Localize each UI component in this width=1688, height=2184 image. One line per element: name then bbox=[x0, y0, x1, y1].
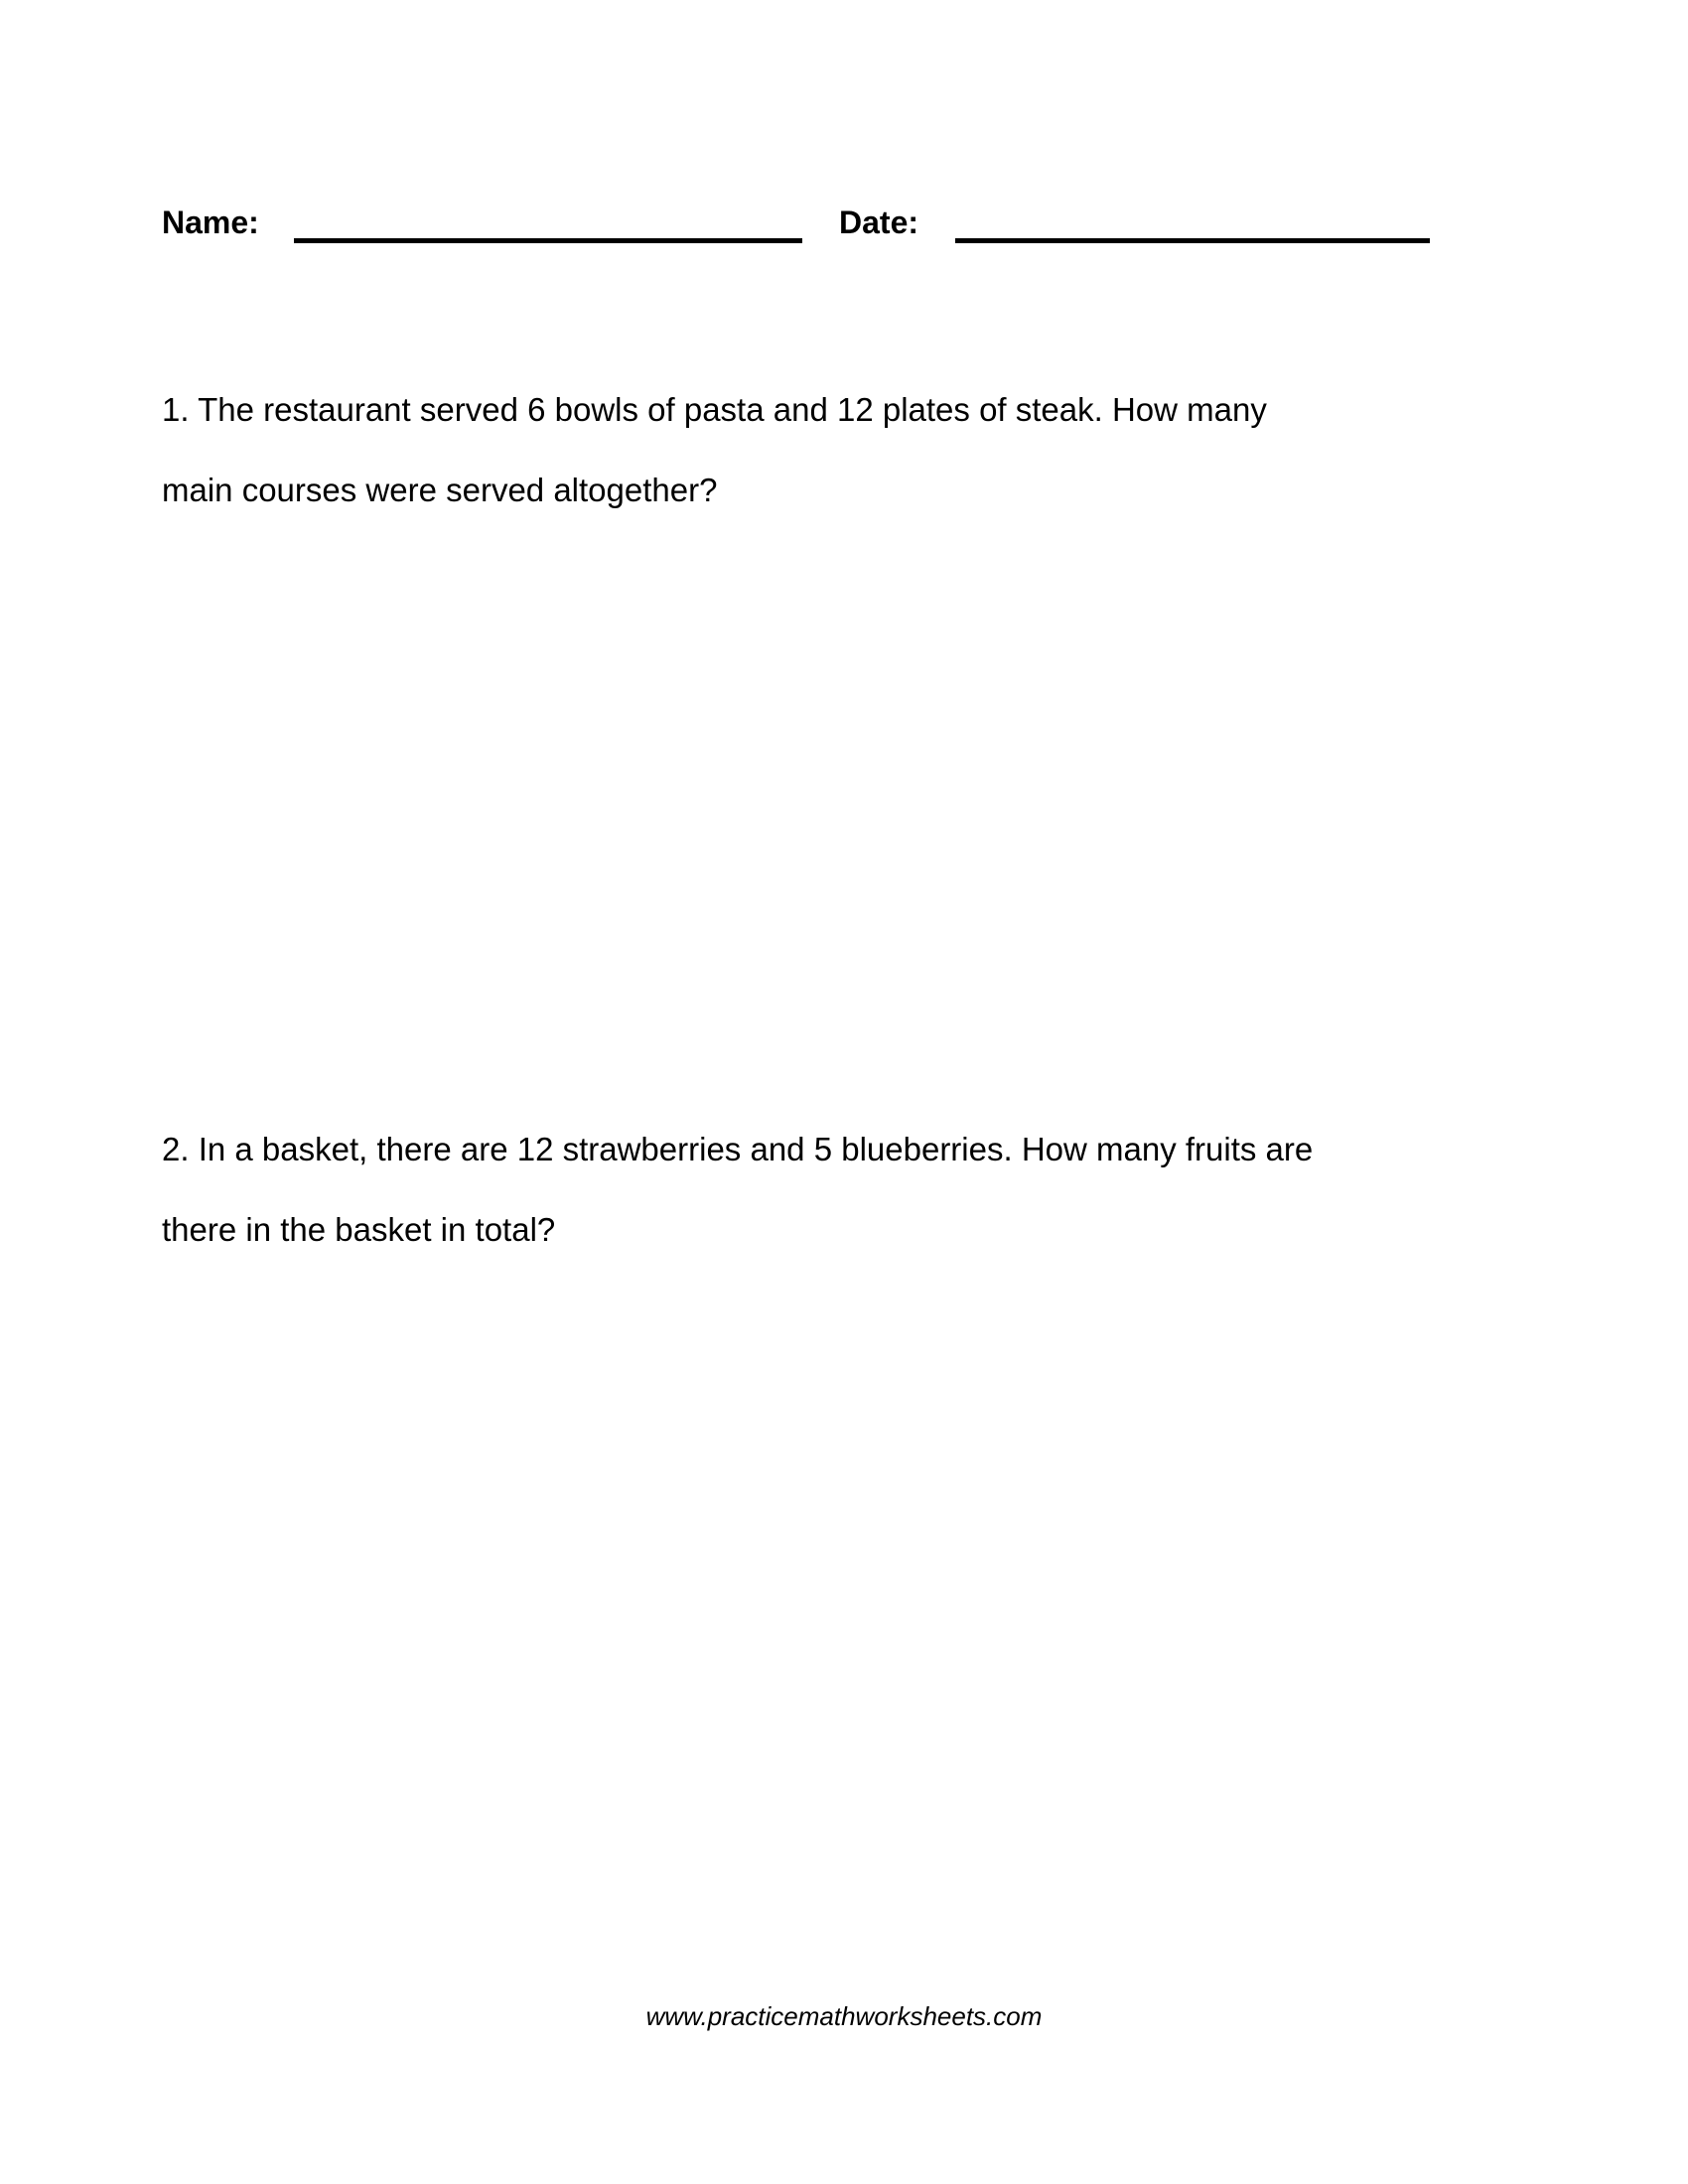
question-2-line-1: 2. In a basket, there are 12 strawberries and 5 blueberries. How many fruits are bbox=[162, 1131, 1314, 1167]
date-label: Date: bbox=[839, 205, 919, 240]
name-label: Name: bbox=[162, 205, 259, 240]
date-blank-line bbox=[955, 238, 1430, 243]
question-1-line-1: 1. The restaurant served 6 bowls of pasta and 12 plates of steak. How many bbox=[162, 391, 1267, 428]
footer-website-url: www.practicemathworksheets.com bbox=[645, 2001, 1043, 2031]
name-blank-line bbox=[294, 238, 802, 243]
question-2-line-2: there in the basket in total? bbox=[162, 1211, 556, 1248]
question-1-line-2: main courses were served altogether? bbox=[162, 472, 718, 508]
question-1 bbox=[162, 369, 1552, 530]
question-2 bbox=[162, 1109, 1552, 1270]
